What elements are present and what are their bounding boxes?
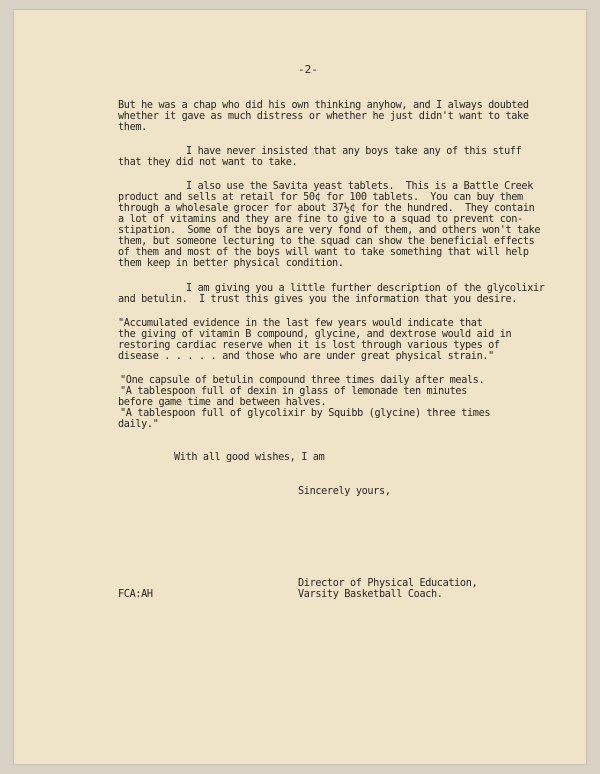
text-line: disease . . . . . and those who are under great physical strain." bbox=[118, 351, 494, 362]
signature-title: Varsity Basketball Coach. bbox=[298, 589, 443, 600]
text-line: before game time and between halves. bbox=[118, 397, 327, 408]
letter-page bbox=[14, 10, 586, 764]
text-line: restoring cardiac reserve when it is lost through various types of bbox=[118, 340, 500, 351]
text-line: "One capsule of betulin compound three times daily after meals. bbox=[120, 375, 485, 386]
text-line: that they did not want to take. bbox=[118, 157, 298, 168]
text-line: the giving of vitamin B compound, glycine, and dextrose would aid in bbox=[118, 329, 512, 340]
text-line: But he was a chap who did his own thinking anyhow, and I always doubted bbox=[118, 100, 529, 111]
text-line: "Accumulated evidence in the last few years would indicate that bbox=[118, 318, 483, 329]
closing-line: With all good wishes, I am bbox=[174, 452, 325, 463]
text-line: a lot of vitamins and they are fine to give to a squad to prevent con- bbox=[118, 214, 523, 225]
text-line: "A tablespoon full of glycolixir by Squibb (glycine) three times bbox=[120, 408, 491, 419]
text-line: and betulin. I trust this gives you the information that you desire. bbox=[118, 294, 518, 305]
text-line: them. bbox=[118, 122, 147, 133]
page-number: -2- bbox=[298, 63, 318, 76]
text-line: whether it gave as much distress or whether he just didn't want to take bbox=[118, 111, 529, 122]
text-line: product and sells at retail for 50¢ for 100 tablets. You can buy them bbox=[118, 192, 523, 203]
typist-initials: FCA:AH bbox=[118, 589, 153, 600]
text-line: I have never insisted that any boys take any of this stuff bbox=[186, 146, 522, 157]
signoff: Sincerely yours, bbox=[298, 486, 391, 497]
text-line: of them and most of the boys will want to take something that will help bbox=[118, 247, 529, 258]
text-line: stipation. Some of the boys are very fond of them, and others won't take bbox=[118, 225, 541, 236]
text-line: them, but someone lecturing to the squad can show the beneficial effects bbox=[118, 236, 535, 247]
text-line: I am giving you a little further description of the glycolixir bbox=[186, 283, 545, 294]
text-line: daily." bbox=[118, 419, 159, 430]
text-line: them keep in better physical condition. bbox=[118, 258, 344, 269]
text-line: "A tablespoon full of dexin in glass of lemonade ten minutes bbox=[120, 386, 468, 397]
text-line: I also use the Savita yeast tablets. This is a Battle Creek bbox=[186, 181, 534, 192]
text-line: through a wholesale grocer for about 37½¢ for the hundred. They contain bbox=[118, 203, 535, 214]
signature-title: Director of Physical Education, bbox=[298, 578, 478, 589]
